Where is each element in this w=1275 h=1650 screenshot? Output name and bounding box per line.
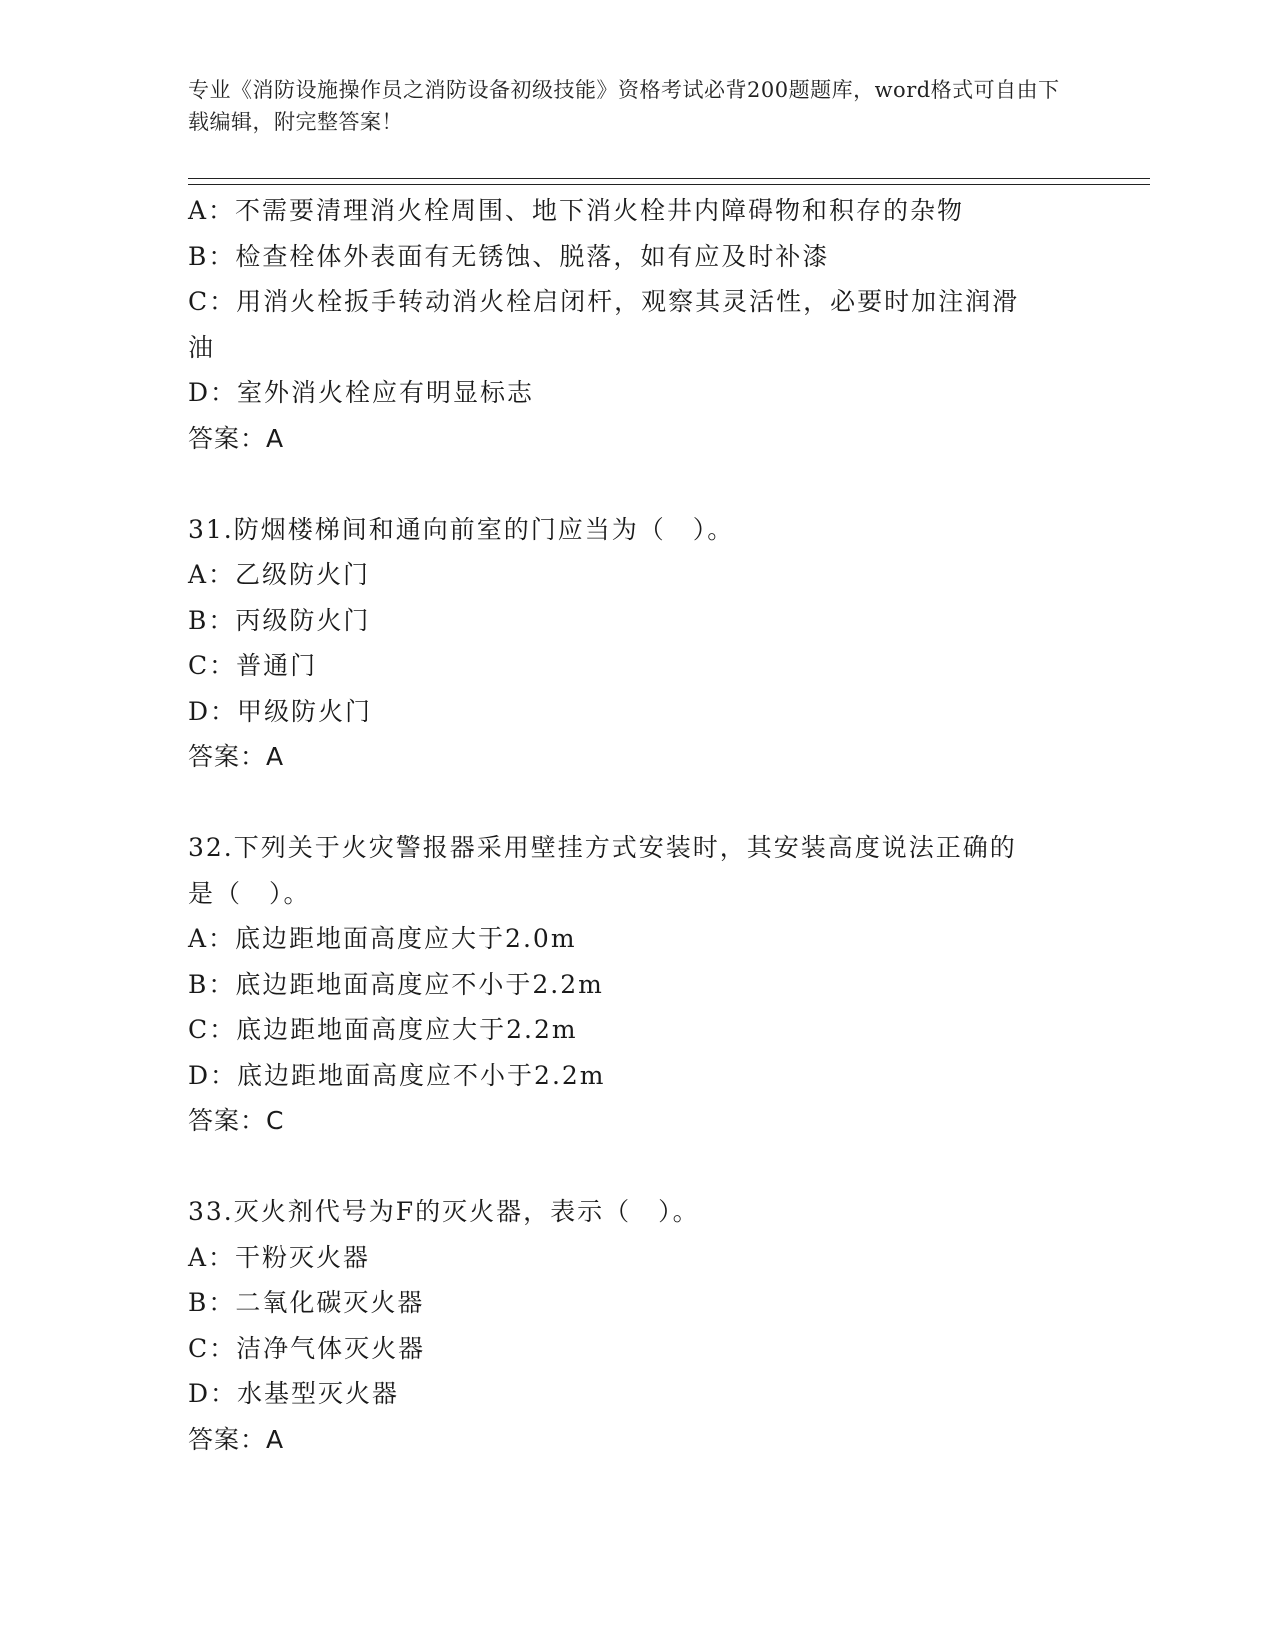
question-stem: 33.灭火剂代号为F的灭火器，表示（ ）。	[188, 1197, 700, 1226]
answer-line: 答案：C	[188, 1106, 285, 1135]
question-stem: 32.下列关于火灾警报器采用壁挂方式安装时，其安装高度说法正确的是（ ）。	[188, 833, 1017, 908]
option-c: C：普通门	[188, 651, 318, 680]
question-31	[188, 507, 1088, 780]
spacer	[188, 461, 1088, 507]
question-stem: 31.防烟楼梯间和通向前室的门应当为（ ）。	[188, 514, 735, 544]
option-c: C：用消火栓扳手转动消火栓启闭杆，观察其灵活性，必要时加注润滑油	[188, 287, 1020, 362]
option-b: B：检查栓体外表面有无锈蚀、脱落，如有应及时补漆	[188, 241, 830, 271]
document-body	[188, 188, 1088, 1462]
question-32	[188, 825, 1088, 1144]
spacer	[188, 1144, 1088, 1190]
option-a: A：干粉灭火器	[188, 1242, 371, 1272]
question-33	[188, 1189, 1088, 1462]
option-a: A：乙级防火门	[188, 560, 371, 589]
document-header: 专业《消防设施操作员之消防设备初级技能》资格考试必背200题题库，word格式可自由下载编辑，附完整答案！	[188, 78, 1060, 134]
option-d: D：水基型灭火器	[188, 1379, 400, 1408]
option-c: C：底边距地面高度应大于2.2m	[188, 1015, 578, 1044]
answer-line: 答案：A	[188, 1424, 285, 1454]
option-c: C：洁净气体灭火器	[188, 1333, 426, 1363]
option-a: A：底边距地面高度应大于2.0m	[188, 924, 577, 953]
option-d: D：底边距地面高度应不小于2.2m	[188, 1060, 606, 1090]
option-b: B：二氧化碳灭火器	[188, 1288, 425, 1317]
option-d: D：室外消火栓应有明显标志	[188, 378, 535, 407]
spacer	[188, 780, 1088, 826]
question-continued	[188, 188, 1088, 461]
option-d: D：甲级防火门	[188, 696, 373, 726]
option-b: B：丙级防火门	[188, 605, 371, 635]
answer-line: 答案：A	[188, 742, 285, 771]
answer-line: 答案：A	[188, 423, 285, 453]
header-double-rule	[188, 178, 1150, 185]
option-b: B：底边距地面高度应不小于2.2m	[188, 969, 604, 999]
option-a: A：不需要清理消火栓周围、地下消火栓井内障碍物和积存的杂物	[188, 196, 965, 225]
